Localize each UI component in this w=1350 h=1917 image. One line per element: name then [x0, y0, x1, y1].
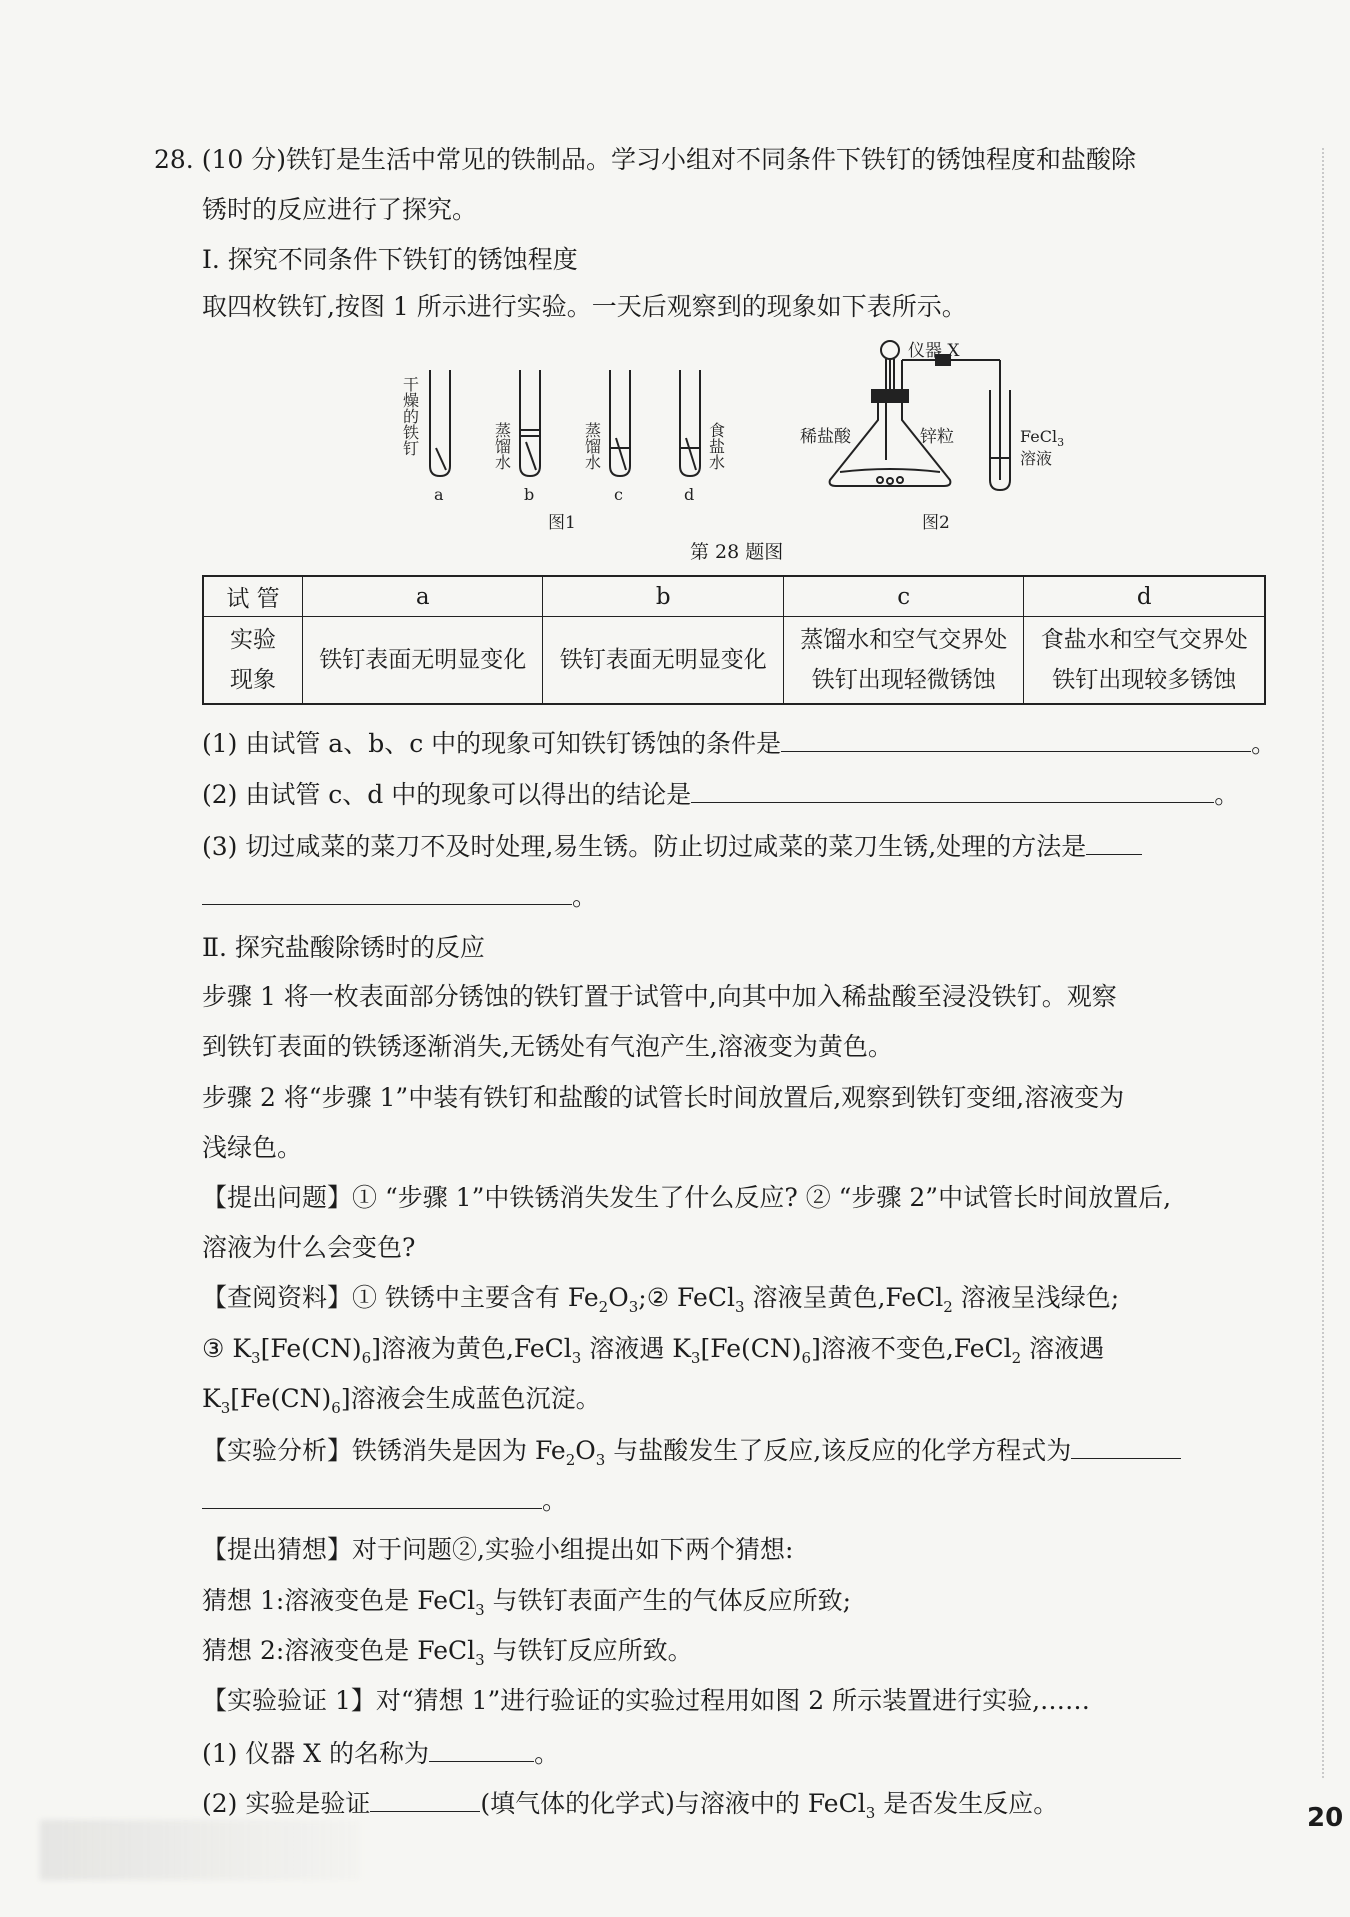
- answer-blank-1[interactable]: [781, 725, 1251, 752]
- nail-a: [436, 448, 446, 470]
- tube-letter-c: c: [614, 485, 623, 504]
- verification-line: 【实验验证 1】对“猜想 1”进行验证的实验过程用如图 2 所示装置进行实验,……: [202, 1686, 1091, 1715]
- answer-blank-2[interactable]: [691, 776, 1214, 803]
- experiment-figure: [370, 330, 1070, 560]
- fig2-caption: 图2: [922, 513, 950, 533]
- scan-smudge: [40, 1820, 360, 1880]
- tube-c-label: 蒸馏水: [582, 422, 602, 470]
- table-cell-a: 铁钉表面无明显变化: [303, 617, 543, 705]
- question-line-2: 溶液为什么会变色?: [202, 1233, 416, 1262]
- step1-line-2: 到铁钉表面的铁锈逐渐消失,无锈处有气泡产生,溶液变为黄色。: [202, 1032, 893, 1061]
- step2-line-1: 步骤 2 将“步骤 1”中装有铁钉和盐酸的试管长时间放置后,观察到铁钉变细,溶液变为: [202, 1083, 1125, 1112]
- answer-blank-3a[interactable]: [1086, 828, 1142, 855]
- question-3-continued: 。: [202, 878, 597, 914]
- tube-a: [430, 370, 450, 476]
- table-head-b: b: [543, 576, 783, 617]
- tube-letter-d: d: [684, 485, 695, 504]
- tube-b-label: 蒸馏水: [492, 422, 512, 470]
- observation-table: [202, 575, 1266, 705]
- tube-letter-b: b: [524, 485, 535, 504]
- reference-line-3: $K_3[Fe(CN)_6]$溶液会生成蓝色沉淀。: [202, 1384, 601, 1417]
- solution-label: 溶液: [1020, 449, 1053, 468]
- answer-blank-gas[interactable]: [370, 1785, 480, 1812]
- verification-question-1: (1) 仪器 X 的名称为 。: [202, 1735, 559, 1771]
- acid-label: 稀盐酸: [800, 427, 851, 447]
- table-head-a: a: [303, 576, 543, 617]
- step1-line-1: 步骤 1 将一枚表面部分锈蚀的铁钉置于试管中,向其中加入稀盐酸至浸没铁钉。观察: [202, 982, 1117, 1011]
- nail-c: [616, 438, 626, 470]
- figure-main-caption: 第 28 题图: [690, 541, 784, 563]
- page-number: 20: [1307, 1803, 1344, 1833]
- part1-title: Ⅰ. 探究不同条件下铁钉的锈蚀程度: [202, 245, 578, 274]
- table-head-label: 试 管: [203, 576, 303, 617]
- margin-dotted-line: [1322, 148, 1324, 1778]
- question-3: (3) 切过咸菜的菜刀不及时处理,易生锈。防止切过咸菜的菜刀生锈,处理的方法是: [202, 828, 1142, 864]
- guess-1: 猜想 1:溶液变色是 FeCl$_3$ 与铁钉表面产生的气体反应所致;: [202, 1586, 852, 1619]
- reference-line-2: ③ $K_3[Fe(CN)_6]$溶液为黄色,FeCl$_3$ 溶液遇 $K_3[Fe(CN)_6]$溶液不变色,FeCl$_2$ 溶液遇: [202, 1334, 1105, 1367]
- analysis-line-continued: 。: [202, 1482, 567, 1518]
- table-head-d: d: [1024, 576, 1265, 617]
- verification-question-2: (2) 实验是验证 (填气体的化学式)与溶液中的 FeCl$_3$ 是否发生反应。: [202, 1785, 1058, 1830]
- part1-description: 取四枚铁钉,按图 1 所示进行实验。一天后观察到的现象如下表所示。: [202, 292, 967, 321]
- tube-c: [610, 370, 630, 476]
- question-1: (1) 由试管 a、b、c 中的现象可知铁钉锈蚀的条件是 。: [202, 725, 1276, 761]
- fecl3-label: FeCl$_3$: [1020, 427, 1065, 449]
- answer-blank-3b[interactable]: [202, 878, 572, 905]
- zinc-label: 锌粒: [920, 427, 954, 447]
- intro-line-1: 28. (10 分)铁钉是生活中常见的铁制品。学习小组对不同条件下铁钉的锈蚀程度和盐酸除: [154, 145, 1136, 174]
- nail-d: [686, 438, 696, 470]
- tube-d: [680, 370, 700, 476]
- table-cell-d: 食盐水和空气交界处 铁钉出现较多锈蚀: [1024, 617, 1265, 705]
- table-head-c: c: [783, 576, 1023, 617]
- instrument-x-funnel: [881, 341, 899, 359]
- tube-a-label: 干燥的铁钉: [400, 376, 420, 456]
- table-cell-c: 蒸馏水和空气交界处 铁钉出现轻微锈蚀: [783, 617, 1023, 705]
- answer-blank-equation-a[interactable]: [1071, 1432, 1181, 1459]
- table-cell-b: 铁钉表面无明显变化: [543, 617, 783, 705]
- tube-b: [520, 370, 540, 476]
- analysis-line: 【实验分析】铁锈消失是因为 $Fe_2O_3$ 与盐酸发生了反应,该反应的化学方程式为: [202, 1432, 1181, 1477]
- question-2: (2) 由试管 c、d 中的现象可以得出的结论是 。: [202, 776, 1239, 812]
- guess-intro: 【提出猜想】对于问题②,实验小组提出如下两个猜想:: [202, 1535, 794, 1564]
- part2-title: Ⅱ. 探究盐酸除锈时的反应: [202, 933, 485, 962]
- reference-line-1: 【查阅资料】① 铁锈中主要含有 $Fe_2O_3;②$ FeCl$_3$ 溶液呈黄色,FeCl$_2$ 溶液呈浅绿色;: [202, 1283, 1120, 1316]
- step2-line-2: 浅绿色。: [202, 1133, 303, 1162]
- question-line-1: 【提出问题】① “步骤 1”中铁锈消失发生了什么反应? ② “步骤 2”中试管长时间放置后,: [202, 1183, 1172, 1212]
- answer-blank-instrument[interactable]: [429, 1735, 534, 1762]
- guess-2: 猜想 2:溶液变色是 FeCl$_3$ 与铁钉反应所致。: [202, 1636, 693, 1669]
- nail-b: [526, 442, 536, 470]
- instrument-x-label: 仪器 X: [908, 341, 960, 361]
- tube-d-label: 食盐水: [706, 422, 726, 470]
- intro-line-2: 锈时的反应进行了探究。: [202, 195, 478, 224]
- fig1-caption: 图1: [548, 513, 576, 533]
- table-row-label: 实验 现象: [203, 617, 303, 705]
- tube-letter-a: a: [434, 485, 444, 504]
- answer-blank-equation-b[interactable]: [202, 1482, 542, 1509]
